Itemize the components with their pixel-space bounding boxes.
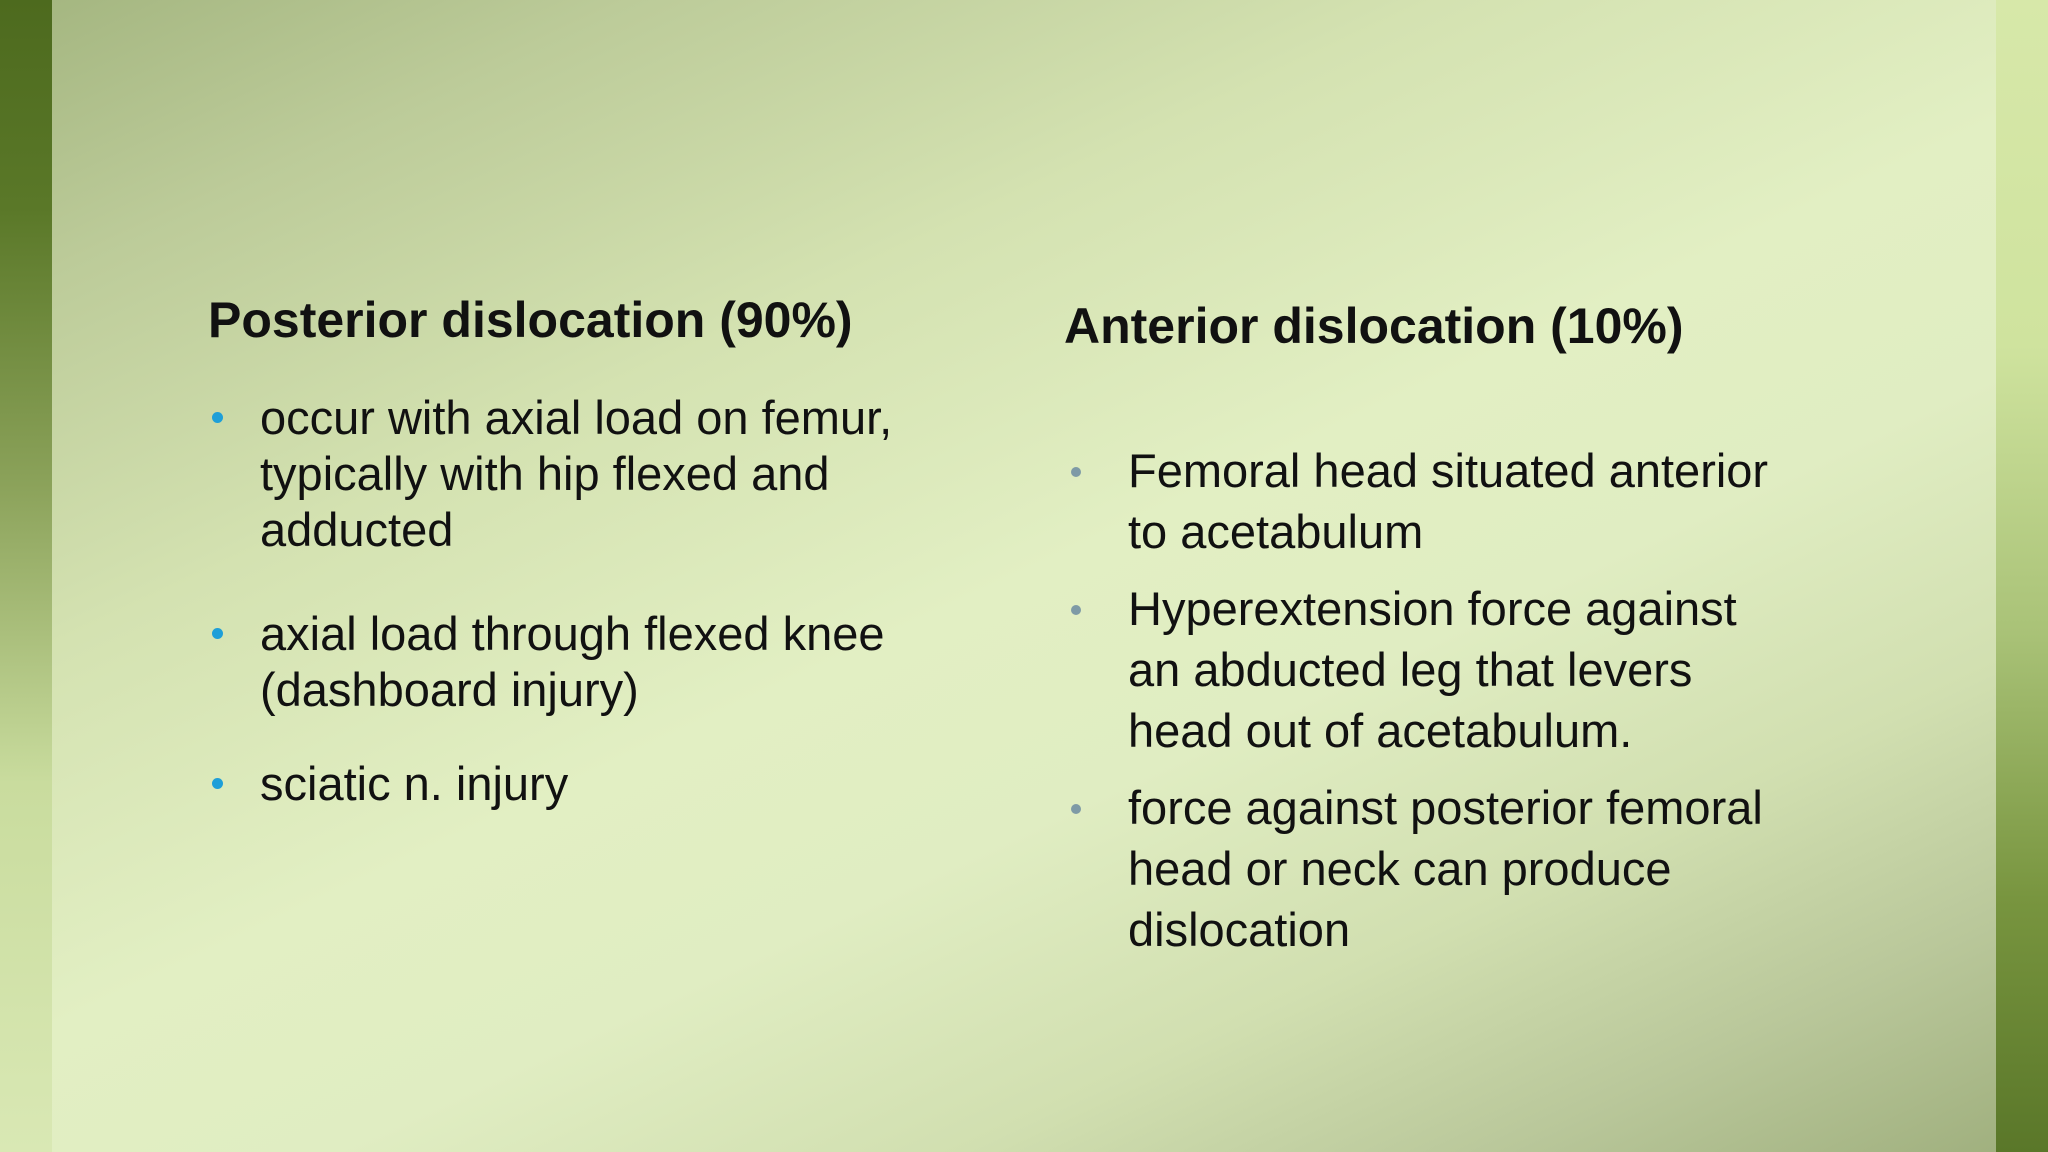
bullet-dot-icon xyxy=(1071,467,1081,477)
bullet-dot-icon xyxy=(212,778,223,789)
bullet-text: force against posterior femoral head or neck can produce dislocation xyxy=(1128,781,1763,956)
bullet-item xyxy=(208,606,928,718)
bullet-item xyxy=(1064,578,1784,761)
anterior-bullet-list xyxy=(1064,440,1784,960)
anterior-heading: Anterior dislocation (10%) xyxy=(1064,298,1684,354)
posterior-bullet-list xyxy=(208,390,928,812)
bullet-text: Hyperextension force against an abducted leg that levers head out of acetabulum. xyxy=(1128,582,1737,757)
bullet-dot-icon xyxy=(212,628,223,639)
bullet-dot-icon xyxy=(212,412,223,423)
bullet-dot-icon xyxy=(1071,804,1081,814)
bullet-item xyxy=(208,390,928,558)
anterior-column xyxy=(1064,294,1784,960)
bullet-item xyxy=(1064,777,1784,960)
left-decorative-bar xyxy=(0,0,52,1152)
bullet-item xyxy=(208,756,928,812)
bullet-text: Femoral head situated anterior to acetabulum xyxy=(1128,444,1769,558)
bullet-text: sciatic n. injury xyxy=(260,757,569,810)
bullet-text: axial load through flexed knee (dashboard injury) xyxy=(260,607,885,716)
bullet-dot-icon xyxy=(1071,605,1081,615)
bullet-text: occur with axial load on femur, typically with hip flexed and adducted xyxy=(260,391,893,556)
posterior-column xyxy=(208,288,928,812)
bullet-item xyxy=(1064,440,1784,562)
posterior-heading: Posterior dislocation (90%) xyxy=(208,292,853,348)
right-decorative-bar xyxy=(1996,0,2048,1152)
